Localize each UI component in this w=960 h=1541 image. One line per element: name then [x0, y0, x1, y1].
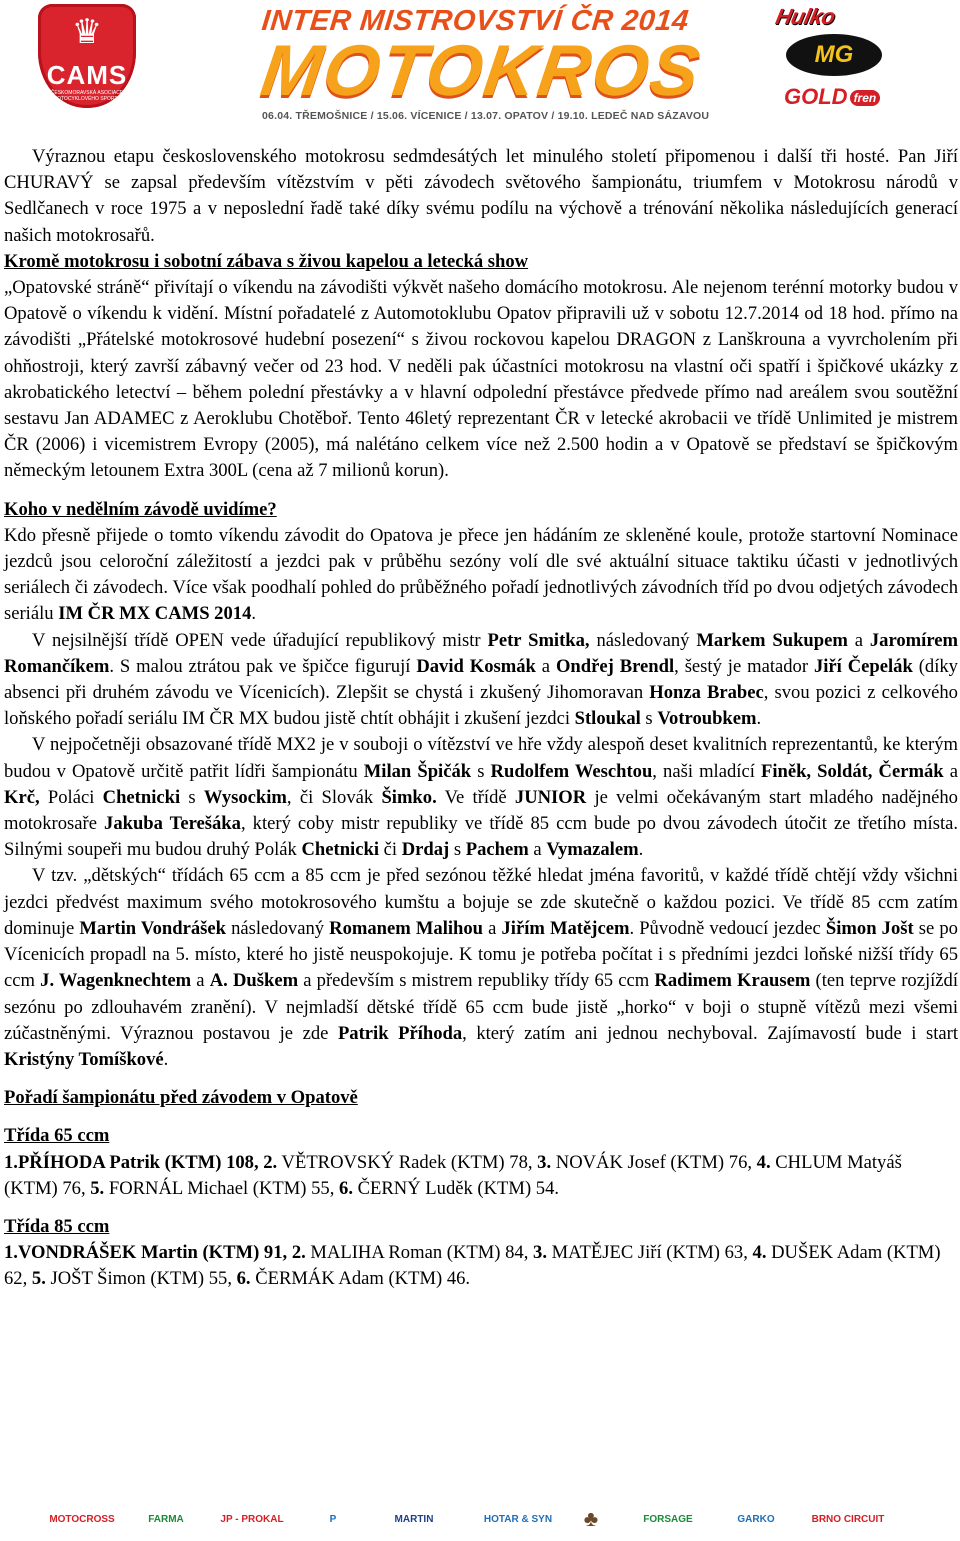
bold-name: Jiří Čepelák	[813, 655, 913, 677]
article-body	[4, 144, 958, 1293]
banner-main-word: MOTOKROS	[256, 31, 707, 111]
bold-name: 3.	[537, 1151, 552, 1173]
bold-name: Chetnicki	[102, 786, 181, 808]
text-segment: .	[163, 1048, 169, 1070]
bold-name: Pachem	[465, 839, 529, 861]
text-segment: se po Vícenicích propadl na 5. místo, které ho jistě neuspokojuje. K tomu je potřeba počítat i s předními jezdci loňské nižší třídy 65 ccm	[4, 917, 958, 992]
bold-name: Šimko.	[381, 786, 437, 808]
text-segment: a	[191, 970, 210, 992]
bold-name: Honza Brabec	[649, 682, 764, 704]
event-banner	[256, 5, 710, 126]
bold-name: Šimon Jošt	[825, 917, 914, 939]
kids-paragraph	[4, 863, 958, 1073]
cams-logo-subtitle: ČESKOMORAVSKÁ ASOCIACE MOTOCYKLOVÉHO SPORTU	[50, 90, 124, 102]
mx2-paragraph	[4, 732, 958, 863]
bold-name: Milan Špičák	[363, 760, 472, 782]
bold-name: JUNIOR	[514, 786, 587, 808]
text-segment: a	[943, 760, 958, 782]
series-name: IM ČR MX CAMS 2014	[58, 603, 252, 625]
text-segment: Ve třídě	[436, 786, 515, 808]
text-segment: s	[180, 786, 204, 808]
text-segment: ČERNÝ Luděk (KTM) 54.	[352, 1177, 560, 1199]
banner-title: INTER MISTROVSTVÍ ČR 2014	[260, 5, 691, 37]
text-segment: (díky absenci při druhém závodu ve Vícenicích). Zlepšit se chystá i zkušený Jihomoravan	[4, 655, 958, 704]
mg-logo	[786, 34, 882, 76]
bold-name: 6.	[339, 1177, 353, 1199]
riders-text: Kdo přesně přijede o tomto víkendu závodit do Opatova je přece jen hádáním ze skleněné koule, protože startovní Nominace jezdců jsou celoroční záležitostí a jezdci pak v průběhu sezóny volí dle své aktuální situace taktiku účasti v jednotlivých seriálech či závodech. Více však poodhalí pohled do průběžného pořadí jednotlivých závodních tříd po dvou odjetých závodech seriálu	[4, 524, 958, 625]
bold-name: 3.	[533, 1242, 547, 1264]
text-segment: V nejpočetněji obsazované třídě MX2 je v souboji o vítězství ve hře vždy alespoň deset kvalitních reprezentantů, ke kterým budou v Opatově určitě patřit lídři šampionátu	[4, 734, 958, 782]
martin-logo: MARTIN	[394, 1513, 434, 1525]
text-segment: MALIHA Roman (KTM) 84,	[305, 1242, 534, 1264]
lion-icon: ♛	[71, 12, 103, 52]
text-segment: .	[638, 839, 644, 861]
text-segment: DUŠEK Adam (KTM) 62,	[4, 1242, 941, 1290]
bold-name: Vymazalem	[546, 839, 639, 861]
text-segment: a	[528, 839, 547, 861]
bold-name: 5.	[90, 1177, 105, 1199]
hotar-syn-logo: HOTAR & SYN	[483, 1513, 553, 1525]
text-segment: , či Slovák	[286, 786, 382, 808]
class-85-results	[4, 1240, 958, 1292]
open-class-paragraph	[4, 628, 958, 733]
banner-dates: 06.04. TŘEMOŠNICE / 15.06. VÍCENICE / 13.07. OPATOV / 19.10. LEDEČ NAD SÁZAVOU	[262, 110, 710, 122]
jp-prokal-logo: JP - PROKAL	[220, 1513, 284, 1525]
cams-logo	[36, 4, 138, 120]
intro-paragraph: Výraznou etapu československého motokrosu sedmdesátých let minulého století připomenou i další tři hosté. Pan Jiří CHURAVÝ se zapsal především vítězstvím v pěti závodech světového šampionátu, triumfem v Motokrosu národů v Sedlčanech v roce 1975 a v neposlední řadě také díky svému podílu na výchově a trénování několika následujících generací našich motokrosařů.	[4, 146, 958, 246]
bold-name: 4.	[756, 1151, 771, 1173]
text-segment: s	[449, 839, 466, 861]
bold-name: Votroubkem	[657, 708, 757, 730]
bold-name: 5.	[31, 1268, 46, 1290]
bold-name: Markem Sukupem	[696, 629, 848, 651]
riders-paragraph	[4, 523, 958, 628]
bold-name: 6.	[236, 1268, 251, 1290]
bold-name: Jaromírem Romančíkem	[4, 629, 958, 677]
text-segment: . Původně vedoucí jezdec	[629, 917, 826, 939]
text-segment: FORNÁL Michael (KTM) 55,	[104, 1177, 340, 1199]
bold-name: Wysockim	[203, 786, 287, 808]
bold-name: Kristýny Tomíškové	[4, 1048, 164, 1070]
bold-name: Radimem Krausem	[654, 970, 811, 992]
motocross-logo: MOTOCROSS	[49, 1513, 115, 1525]
hulk-logo: Hulko	[773, 4, 838, 29]
text-segment: , který coby mistr republiky ve třídě 85 ccm bude po dvou závodech útočit ze třetího místa. Silnými soupeři mu budou druhý Polák	[4, 813, 959, 861]
mg-logo-text: MG	[814, 41, 854, 68]
bold-name: Romanem Malihou	[329, 917, 484, 939]
text-segment: JOŠT Šimon (KTM) 55,	[45, 1268, 237, 1290]
text-segment: s	[471, 760, 491, 782]
text-segment: následovaný	[589, 629, 697, 651]
text-segment: ČERMÁK Adam (KTM) 46.	[250, 1268, 471, 1290]
bold-name: David Kosmák	[416, 655, 536, 677]
text-segment: V tzv. „dětských“ třídách 65 ccm a 85 ccm je před sezónou těžké hledat jména favoritů, v každé třídě chtějí vždy všichni jezdci předvést maximum svého motokrosového kumštu a bojuje se zde skutečně o každou pozici. Ve třídě 85 ccm zatím dominuje	[4, 865, 958, 939]
page-header	[0, 0, 960, 130]
text-segment: či	[378, 839, 402, 861]
cams-logo-word: CAMS	[46, 60, 128, 90]
text-segment: CHLUM Matyáš (KTM) 76,	[4, 1151, 902, 1199]
class-65-results	[4, 1150, 958, 1202]
text-segment: (ten teprve rozjíždí sezónu po zdlouhavém zranění). V nejmladší dětské třídě 65 ccm bude jistě „horko“ v boji o stupně vítězů mezi všemi zúčastněnými. Výraznou postavou je zde	[4, 970, 959, 1044]
bold-name: Krč,	[4, 786, 40, 808]
sponsor-footer	[0, 1500, 960, 1540]
section-heading-riders: Koho v nedělním závodě uvidíme?	[4, 498, 277, 520]
text-segment: .	[756, 708, 762, 730]
bold-name: Ondřej Brendl	[555, 655, 675, 677]
show-paragraph: „Opatovské stráně“ přivítají o víkendu na závodišti výkvět našeho domácího motokrosu. Ale nejenom terénní motorky budou v Opatově o víkendu k vidění. Místní pořadatelé z Automotoklubu Opatov připravili už v sobotu 12.7.2014 od 18 hod. přímo na závodišti „Přátelské motokrosové hudební posezení“ s živou rockovou kapelou DRAGON z Lanškrouna a vyvrcholením při ohňostroji, který završí zábavný večer od 23 hod. V neděli pak účastníci motokrosu na vlastní oči spatří i špičkové ukázky z akrobatického letectví – během polední přestávky a v hlavní odpolední přestávce předvede přímo nad areálem svou soutěžní sestavu Jan ADAMEC z Aeroklubu Chotěboř. Tento 46letý reprezentant ČR v letecké akrobacii ve třídě Unlimited je mistrem ČR (2006) i vicemistrem Evropy (2005), má nalétáno celkem více než 2.500 hodin a v Opatově se představí se špičkovým německým letounem Extra 300L (cena až 7 milionů korun).	[4, 277, 958, 482]
cams-shield-icon	[38, 4, 136, 108]
gold-fren-logo	[784, 84, 916, 110]
bold-name: Petr Smitka,	[487, 629, 590, 651]
riders-text-end: .	[251, 603, 257, 625]
tree-logo: ♣	[583, 1506, 599, 1531]
text-segment: V nejsilnější třídě OPEN vede úřadující republikový mistr	[32, 629, 488, 651]
bold-name: A. Duškem	[209, 970, 299, 992]
p-logo: P	[329, 1513, 337, 1525]
text-segment: a	[535, 655, 556, 677]
text-segment: Poláci	[39, 786, 103, 808]
bold-name: 1.VONDRÁŠEK Martin (KTM) 91, 2.	[4, 1242, 306, 1264]
text-segment: následovaný	[226, 917, 330, 939]
text-segment: je velmi očekávaným start mladého nadějného motokrosaře	[4, 786, 958, 835]
bold-name: Martin Vondrášek	[79, 917, 226, 939]
text-segment: a	[847, 629, 870, 651]
bold-name: Jakuba Terešáka	[104, 813, 241, 835]
bold-name: Finěk, Soldát, Čermák	[760, 760, 944, 782]
text-segment: , který zatím ani jednou nechyboval. Zajímavostí bude i start	[462, 1022, 958, 1044]
bold-name: 4.	[752, 1242, 767, 1264]
bold-name: Stloukal	[574, 708, 641, 730]
text-segment: , šestý je matador	[674, 655, 814, 677]
bold-name: Chetnicki	[301, 839, 379, 861]
class-85-heading: Třída 85 ccm	[4, 1215, 110, 1237]
text-segment: a především s mistrem republiky třídy 65 ccm	[298, 970, 655, 992]
bold-name: Drdaj	[401, 839, 450, 861]
text-segment: a	[483, 917, 502, 939]
standings-heading: Pořadí šampionátu před závodem v Opatově	[4, 1087, 358, 1109]
gold-logo-text: GOLD	[784, 84, 848, 109]
brno-circuit-logo: BRNO CIRCUIT	[811, 1513, 885, 1525]
text-segment: VĚTROVSKÝ Radek (KTM) 78,	[277, 1151, 538, 1173]
forsage-logo: FORSAGE	[643, 1513, 693, 1525]
garko-logo: GARKO	[737, 1513, 775, 1525]
bold-name: Jiřím Matějcem	[501, 917, 630, 939]
text-segment: , svou pozici z celkového loňského pořadí seriálu IM ČR MX budou jistě chtít obhájit i zkušení jezdci	[4, 682, 958, 730]
text-segment: NOVÁK Josef (KTM) 76,	[551, 1151, 757, 1173]
bold-name: Patrik Příhoda	[337, 1022, 463, 1044]
sponsor-logos	[773, 4, 916, 124]
text-segment: , naši mladící	[652, 760, 761, 782]
bold-name: J. Wagenknechtem	[40, 970, 192, 992]
text-segment: MATĚJEC Jiří (KTM) 63,	[546, 1242, 753, 1264]
farma-logo: FARMA	[148, 1513, 184, 1525]
text-segment: . S malou ztrátou pak ve špičce figurují	[109, 655, 417, 677]
class-65-heading: Třída 65 ccm	[4, 1125, 110, 1147]
fren-badge: fren	[850, 90, 881, 106]
bold-name: 1.PŘÍHODA Patrik (KTM) 108, 2.	[4, 1151, 278, 1173]
section-heading-show: Kromě motokrosu i sobotní zábava s živou kapelou a letecká show	[4, 250, 529, 272]
bold-name: Rudolfem Weschtou	[490, 760, 653, 782]
text-segment: s	[640, 708, 658, 730]
